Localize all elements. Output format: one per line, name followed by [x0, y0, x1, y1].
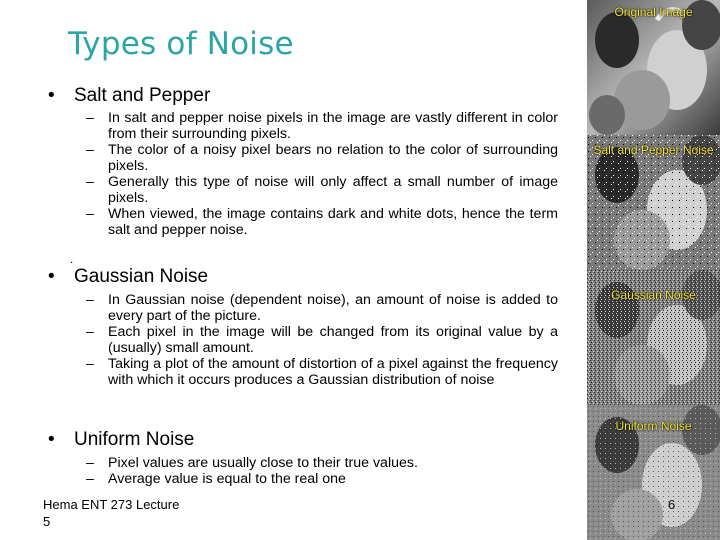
bullet-salt-and-pepper	[48, 85, 210, 107]
list-item	[86, 292, 558, 324]
footer-line: 5	[43, 514, 51, 529]
list-item	[86, 206, 558, 238]
bullet-heading: Salt and Pepper	[74, 85, 211, 106]
list-item-text: Taking a plot of the amount of distortion of a pixel against the frequency with which it occurs produces a Gaussian distribution of noise	[108, 356, 558, 388]
list-item-text: Generally this type of noise will only affect a small number of image pixels.	[108, 174, 558, 206]
list-item	[86, 455, 558, 471]
bullet-glyph: •	[48, 266, 55, 287]
list-item	[86, 142, 558, 174]
bullet-heading: Gaussian Noise	[74, 266, 209, 287]
image-label: Original Image	[614, 5, 693, 19]
list-item	[86, 471, 558, 487]
page-number: 6	[668, 497, 676, 512]
bullet-glyph: •	[48, 429, 55, 450]
dash-glyph: –	[86, 174, 94, 190]
dash-glyph: –	[86, 455, 94, 471]
image-label: Salt and Pepper Noise	[593, 143, 714, 157]
footer-line: Hema ENT 273 Lecture	[43, 497, 180, 512]
dash-glyph: –	[86, 206, 94, 222]
list-item-text: Pixel values are usually close to their true values.	[108, 455, 418, 471]
bullet-gaussian	[48, 266, 208, 288]
list-item-text: Each pixel in the image will be changed from its original value by a (usually) small amount.	[108, 324, 558, 356]
list-item-text: The color of a noisy pixel bears no relation to the color of surrounding pixels.	[108, 142, 558, 174]
list-item	[86, 110, 558, 142]
dash-glyph: –	[86, 110, 94, 126]
bullet-heading: Uniform Noise	[74, 429, 195, 450]
bullet-glyph: •	[48, 85, 55, 106]
list-item-text: In Gaussian noise (dependent noise), an amount of noise is added to every part of the picture.	[108, 292, 558, 324]
dash-glyph: –	[86, 356, 94, 372]
salt-and-pepper-list	[86, 110, 558, 238]
image-label: Uniform Noise	[615, 419, 692, 433]
image-label: Gaussian Noise	[611, 288, 696, 302]
list-item-text: In salt and pepper noise pixels in the image are vastly different in color from their surrounding pixels.	[108, 110, 558, 142]
image-uniform	[587, 405, 720, 540]
image-gaussian	[587, 270, 720, 405]
uniform-list	[86, 455, 558, 487]
bullet-uniform	[48, 429, 194, 451]
dash-glyph: –	[86, 324, 94, 340]
dash-glyph: –	[86, 142, 94, 158]
list-item-text: When viewed, the image contains dark and white dots, hence the term salt and pepper noise.	[108, 206, 558, 238]
image-original	[587, 0, 720, 135]
stray-mark: .	[70, 252, 74, 266]
slide-title: Types of Noise	[68, 26, 294, 62]
image-salt-and-pepper	[587, 135, 720, 270]
dash-glyph: –	[86, 471, 94, 487]
list-item	[86, 174, 558, 206]
list-item	[86, 356, 558, 388]
dash-glyph: –	[86, 292, 94, 308]
footer	[43, 496, 179, 530]
pepper-image-original	[587, 0, 720, 135]
list-item-text: Average value is equal to the real one	[108, 471, 346, 487]
list-item	[86, 324, 558, 356]
gaussian-list	[86, 292, 558, 388]
